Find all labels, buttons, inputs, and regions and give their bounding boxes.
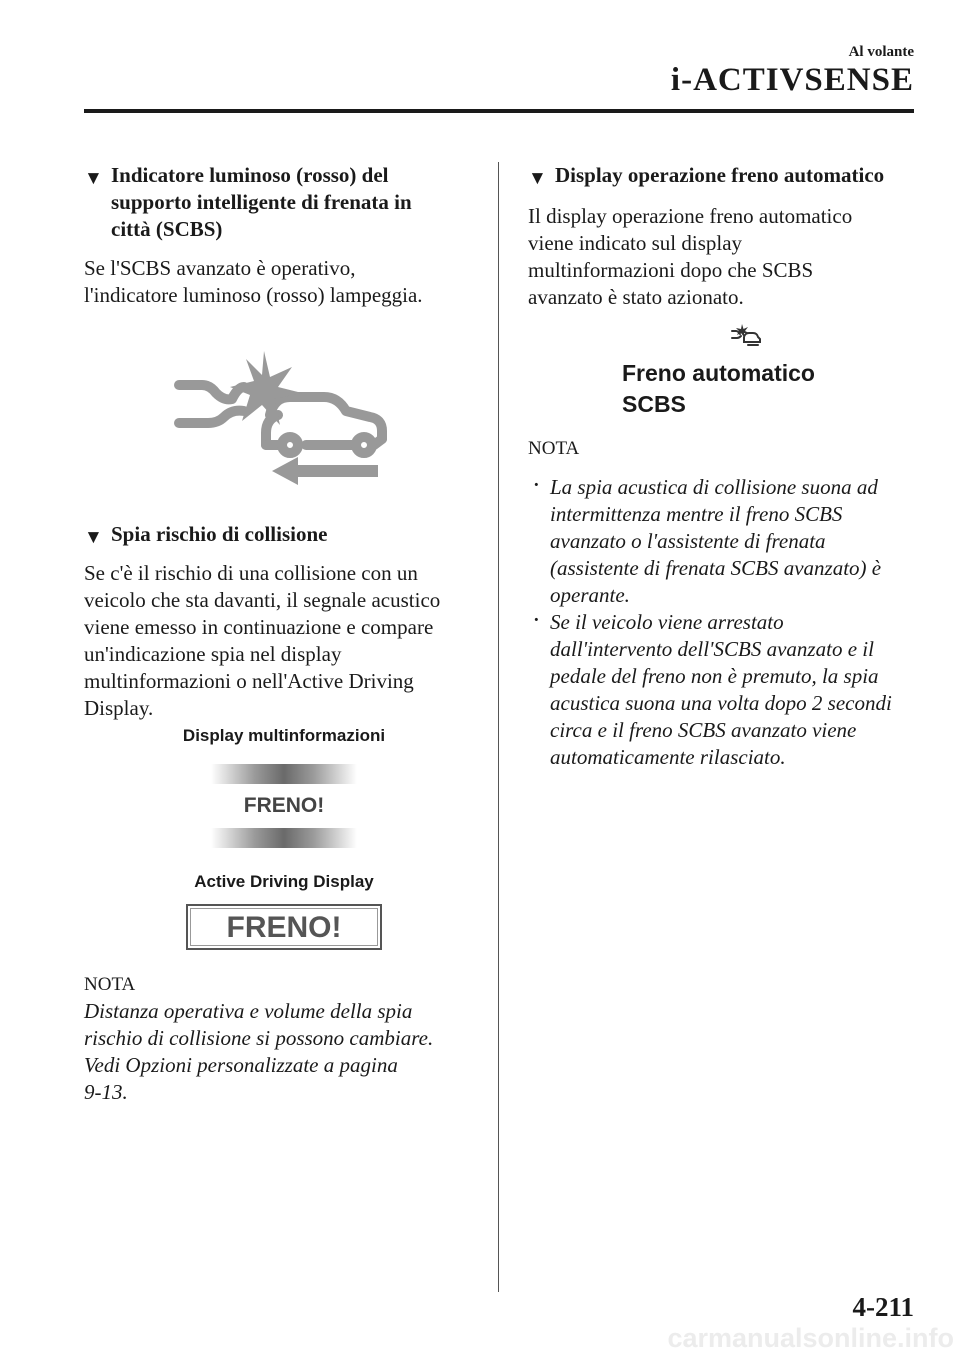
triangle-bullet-icon: ▼ <box>528 168 547 189</box>
gradient-bar-top <box>211 764 357 784</box>
text-line: intermittenza mentre il freno SCBS <box>550 502 843 526</box>
collision-warning-icon <box>84 347 484 499</box>
note-label: NOTA <box>528 438 580 459</box>
paragraph <box>528 203 918 311</box>
text-line: pedale del freno non è premuto, la spia <box>550 664 879 688</box>
header-rule <box>84 109 914 113</box>
text-line: Distanza operativa e volume della spia <box>84 999 413 1023</box>
warning-text-active-driving: FRENO! <box>226 910 342 944</box>
paragraph <box>84 255 484 309</box>
text-line: Display. <box>84 696 154 720</box>
text-line: multinformazioni o nell'Active Driving <box>84 669 414 693</box>
triangle-bullet-icon: ▼ <box>84 527 103 548</box>
paragraph <box>84 560 484 722</box>
heading-line: supporto intelligente di frenata in <box>111 190 412 214</box>
text-line: avanzato o l'assistente di frenata <box>550 529 826 553</box>
heading-scbs-indicator <box>84 162 484 243</box>
text-line: operante. <box>550 583 630 607</box>
scbs-text: SCBS <box>622 391 686 417</box>
active-driving-display <box>186 904 382 950</box>
text-line: viene indicato sul display <box>528 231 743 255</box>
auto-brake-figure <box>528 323 918 420</box>
triangle-bullet-icon: ▼ <box>84 168 103 189</box>
text-line: Vedi Opzioni personalizzate a pagina <box>84 1053 398 1077</box>
gradient-bar-bottom <box>211 828 357 848</box>
text-line: acustica suona una volta dopo 2 secondi <box>550 691 892 715</box>
text-line: l'indicatore luminoso (rosso) lampeggia. <box>84 283 423 307</box>
text-line: veicolo che sta davanti, il segnale acustico <box>84 588 441 612</box>
section-title: i-ACTIVSENSE <box>670 62 914 98</box>
chapter-title: Al volante <box>848 44 914 60</box>
heading-collision-warning <box>84 521 484 548</box>
text-line: Se l'SCBS avanzato è operativo, <box>84 256 356 280</box>
text-line: Se c'è il rischio di una collisione con un <box>84 561 418 585</box>
figure-label-active-driving: Active Driving Display <box>194 872 374 891</box>
note-paragraph <box>84 998 484 1106</box>
text-line: rischio di collisione si possono cambiare. <box>84 1026 434 1050</box>
list-item <box>528 474 918 609</box>
text-line: un'indicazione spia nel display <box>84 642 342 666</box>
text-line: viene emesso in continuazione e compare <box>84 615 434 639</box>
text-line: La spia acustica di collisione suona ad <box>550 475 878 499</box>
left-column <box>84 162 484 1106</box>
heading-line: Display operazione freno automatico <box>555 163 885 187</box>
text-line: dall'intervento dell'SCBS avanzato e il <box>550 637 874 661</box>
watermark: carmanualsonline.info <box>667 1323 954 1353</box>
column-divider <box>498 162 499 1292</box>
text-line: (assistente di frenata SCBS avanzato) è <box>550 556 882 580</box>
text-line: multinformazioni dopo che SCBS <box>528 258 814 282</box>
list-item <box>528 609 918 771</box>
text-line: Se il veicolo viene arrestato <box>550 610 784 634</box>
text-line: 9-13. <box>84 1080 128 1104</box>
heading-line: Indicatore luminoso (rosso) del <box>111 163 389 187</box>
text-line: avanzato è stato azionato. <box>528 285 744 309</box>
text-line: automaticamente rilasciato. <box>550 745 786 769</box>
page-number: 4-211 <box>852 1292 914 1322</box>
heading-auto-brake-display <box>528 162 918 189</box>
warning-text-multi-info: FRENO! <box>243 794 325 817</box>
text-line: circa e il freno SCBS avanzato viene <box>550 718 857 742</box>
auto-brake-icon <box>622 323 918 354</box>
note-bullet-list <box>528 474 918 771</box>
heading-line: Spia rischio di collisione <box>111 522 328 546</box>
right-column <box>528 162 918 771</box>
auto-brake-text: Freno automatico <box>622 360 815 386</box>
heading-line: città (SCBS) <box>111 217 223 241</box>
figure-label-multi-info: Display multinformazioni <box>182 726 386 745</box>
note-label: NOTA <box>84 974 136 995</box>
text-line: Il display operazione freno automatico <box>528 204 853 228</box>
